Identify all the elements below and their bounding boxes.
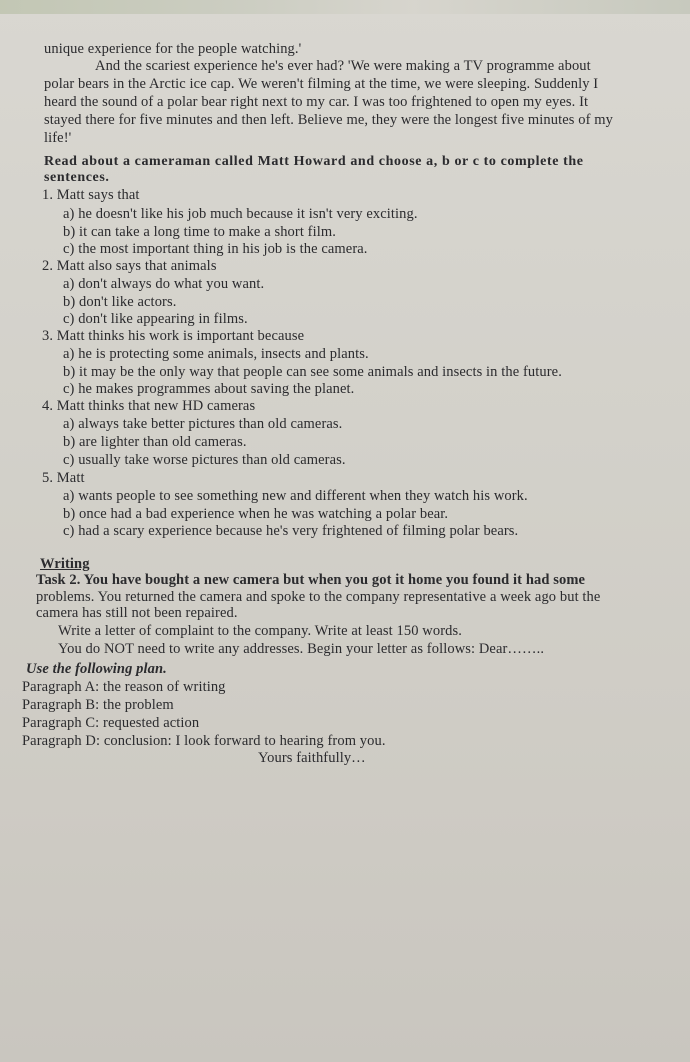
task-text-line: Write a letter of complaint to the company. Write at least 150 words.	[58, 623, 462, 639]
task-text-line: camera has still not been repaired.	[36, 605, 238, 621]
answer-option: c) the most important thing in his job is the camera.	[63, 241, 368, 257]
answer-option: a) he doesn't like his job much because it isn't very exciting.	[63, 206, 418, 222]
question-stem: 3. Matt thinks his work is important because	[42, 328, 305, 344]
task-text-line: problems. You returned the camera and spoke to the company representative a week ago but the	[36, 589, 601, 605]
plan-item: Paragraph C: requested action	[22, 715, 200, 731]
reading-instruction: Read about a cameraman called Matt Howard and choose a, b or c to complete the	[44, 154, 584, 169]
answer-option: a) wants people to see something new and different when they watch his work.	[63, 488, 528, 504]
answer-option: b) don't like actors.	[63, 294, 177, 310]
question-stem: 4. Matt thinks that new HD cameras	[42, 398, 256, 414]
passage-line: life!'	[44, 130, 72, 146]
answer-option: b) once had a bad experience when he was watching a polar bear.	[63, 506, 449, 522]
answer-option: b) it may be the only way that people can see some animals and insects in the future.	[63, 364, 562, 380]
question-stem: 5. Matt	[42, 470, 85, 486]
plan-item: Paragraph B: the problem	[22, 697, 174, 713]
reading-instruction: sentences.	[44, 170, 110, 185]
answer-option: b) it can take a long time to make a short film.	[63, 224, 336, 240]
answer-option: a) always take better pictures than old cameras.	[63, 416, 343, 432]
passage-line: unique experience for the people watching.'	[44, 41, 302, 57]
task-text-line: You do NOT need to write any addresses. Begin your letter as follows: Dear……..	[58, 641, 545, 657]
question-stem: 2. Matt also says that animals	[42, 258, 217, 274]
plan-item: Paragraph A: the reason of writing	[22, 679, 226, 695]
passage-line: And the scariest experience he's ever had? 'We were making a TV programme about	[95, 58, 591, 74]
answer-option: c) usually take worse pictures than old cameras.	[63, 452, 346, 468]
task-text-line: Task 2. You have bought a new camera but when you got it home you found it had some	[36, 572, 586, 588]
answer-option: b) are lighter than old cameras.	[63, 434, 247, 450]
answer-option: c) had a scary experience because he's very frightened of filming polar bears.	[63, 523, 519, 539]
passage-line: heard the sound of a polar bear right next to my car. I was too frightened to open my eyes. It	[44, 94, 589, 110]
answer-option: c) don't like appearing in films.	[63, 311, 248, 327]
writing-heading: Writing	[40, 556, 90, 572]
page-top-edge	[0, 0, 690, 14]
answer-option: a) don't always do what you want.	[63, 276, 265, 292]
passage-line: polar bears in the Arctic ice cap. We weren't filming at the time, we were sleeping. Suddenly I	[44, 76, 599, 92]
letter-closing: Yours faithfully…	[258, 750, 366, 766]
task-text	[36, 571, 585, 589]
plan-heading: Use the following plan.	[26, 661, 167, 677]
passage-line: stayed there for five minutes and then left. Believe me, they were the longest five minutes of my	[44, 112, 613, 128]
answer-option: c) he makes programmes about saving the planet.	[63, 381, 355, 397]
plan-item: Paragraph D: conclusion: I look forward to hearing from you.	[22, 733, 386, 749]
question-stem: 1. Matt says that	[42, 187, 140, 203]
answer-option: a) he is protecting some animals, insects and plants.	[63, 346, 369, 362]
